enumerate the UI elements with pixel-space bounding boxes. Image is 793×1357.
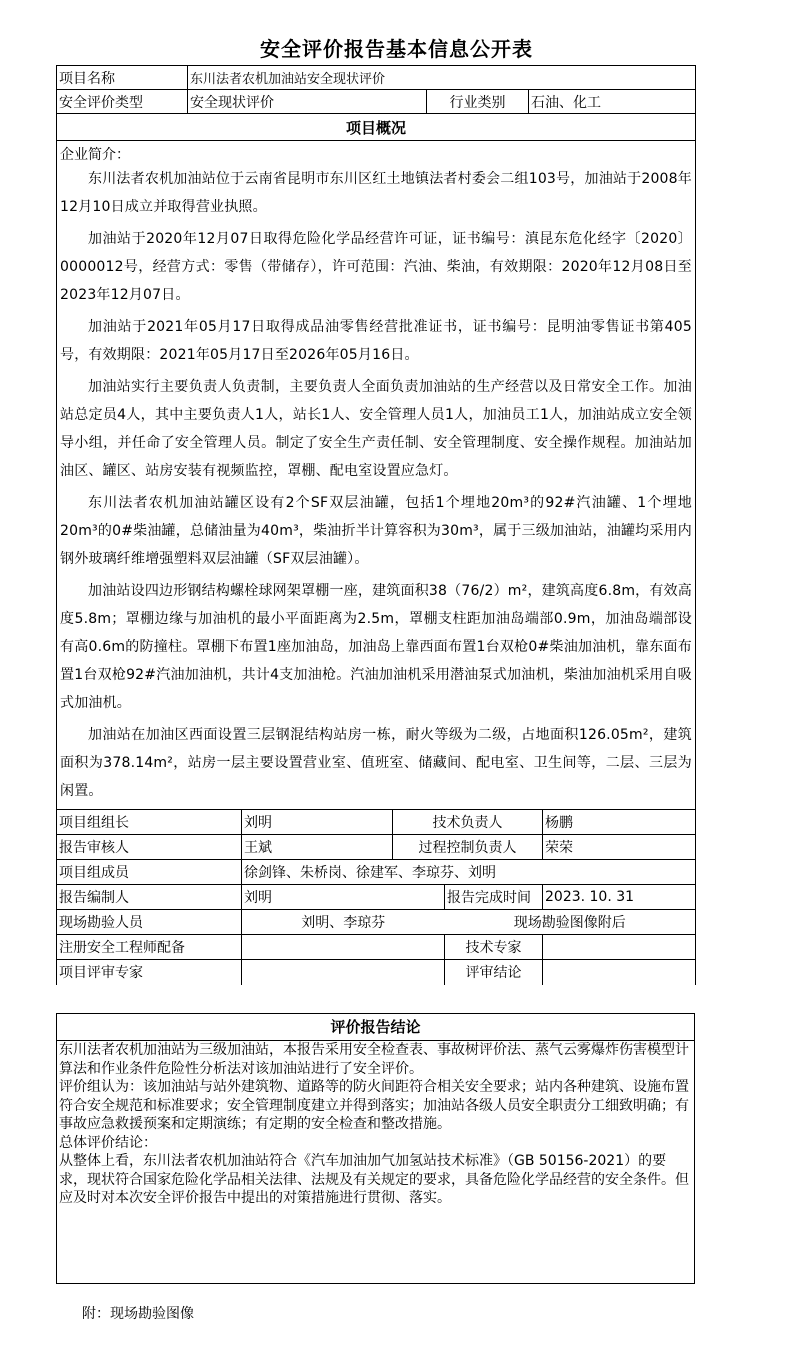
conclusion-header: 评价报告结论 [57,1014,694,1041]
members-label: 项目组成员 [57,860,242,885]
review-conclusion-label: 评审结论 [445,960,543,985]
survey-label: 现场勘验人员 [57,910,242,935]
completion-value: 2023. 10. 31 [543,885,696,910]
intro-label: 企业简介： [60,147,130,163]
process-control-label: 过程控制负责人 [393,835,543,860]
conclusion-line: 东川法者农机加油站为三级加油站，本报告采用安全检查表、事故树评价法、蒸气云雾爆炸伤害模型计算法和作业条件危险性分析法对该加油站进行了安全评价。 [59,1042,689,1077]
overview-header: 项目概况 [57,114,696,141]
overview-paragraph: 加油站实行主要负责人负责制，主要负责人全面负责加油站的生产经营以及日常安全工作。加油站总定员4人，其中主要负责人1人，站长1人、安全管理人员1人，加油员工1人，加油站成立安全领导小组，并任命了安全管理人员。制定了安全生产责任制、安全管理制度、安全操作规程。加油站加油区、罐区、站房安装有视频监控，罩棚、配电室设置应急灯。 [60,379,692,479]
conclusion-line: 评价组认为：该加油站与站外建筑物、道路等的防火间距符合相关安全要求；站内各种建筑、设施布置符合安全规范和标准要求；安全管理制度建立并得到落实；加油站各级人员安全职责分工细致明确；有事故应急救援预案和定期演练；有定期的安全检查和整改措施。 [59,1079,689,1132]
project-name-label: 项目名称 [57,66,188,90]
project-name-value: 东川法者农机加油站安全现状评价 [188,66,696,90]
review-expert-value [242,960,445,985]
industry-value: 石油、化工 [529,90,696,114]
page-title: 安全评价报告基本信息公开表 [260,37,533,61]
personnel-table [56,809,696,985]
overview-paragraph: 加油站于2020年12月07日取得危险化学品经营许可证，证书编号：滇昆东危化经字〔2020〕0000012号，经营方式：零售（带储存），许可范围：汽油、柴油，有效期限：2020年12月08日至2023年12月07日。 [60,231,692,303]
tech-lead-label: 技术负责人 [393,810,543,835]
table-row [57,141,696,810]
review-conclusion-value [543,960,696,985]
survey-value: 刘明、李琼芬 [242,910,445,935]
table-row [57,960,696,985]
overview-paragraph: 加油站于2021年05月17日取得成品油零售经营批准证书，证书编号：昆明油零售证书第405号，有效期限：2021年05月17日至2026年05月16日。 [60,319,692,363]
reviewer-label: 报告审核人 [57,835,242,860]
tech-lead-value: 杨鹏 [543,810,696,835]
compiler-value: 刘明 [242,885,445,910]
overview-paragraph: 东川法者农机加油站罐区设有2个SF双层油罐，包括1个埋地20m³的92#汽油罐、1个埋地20m³的0#柴油罐，总储油量为40m³，柴油折半计算容积为30m³，属于三级加油站，油罐均采用内钢外玻璃纤维增强塑料双层油罐（SF双层油罐）。 [60,495,692,567]
conclusion-body [57,1041,694,1208]
process-control-value: 荣荣 [543,835,696,860]
members-value: 徐剑锋、朱桥岗、徐建军、李琼芬、刘明 [242,860,696,885]
conclusion-box [56,1013,695,1284]
tech-expert-label: 技术专家 [445,935,543,960]
table-row [57,935,696,960]
reviewer-value: 王斌 [242,835,393,860]
conclusion-line: 从整体上看，东川法者农机加油站符合《汽车加油加气加氢站技术标准》（GB 50156-2021）的要求，现状符合国家危险化学品相关法律、法规及有关规定的要求，具备危险化学品经营的安全条件。但应及时对本次安全评价报告中提出的对策措施进行贯彻、落实。 [59,1153,689,1206]
basic-info-table [56,65,696,810]
conclusion-line: 总体评价结论： [59,1134,157,1151]
table-row [57,66,696,90]
review-expert-label: 项目评审专家 [57,960,242,985]
overview-paragraph: 加油站在加油区西面设置三层钢混结构站房一栋，耐火等级为二级，占地面积126.05m²，建筑面积为378.14m²，站房一层主要设置营业室、值班室、储藏间、配电室、卫生间等，二层、三层为闲置。 [60,727,692,799]
engineer-value [242,935,445,960]
compiler-label: 报告编制人 [57,885,242,910]
table-row [57,835,696,860]
overview-content [57,141,696,810]
tech-expert-value [543,935,696,960]
appendix-note: 附：现场勘验图像 [82,1306,194,1322]
eval-type-label: 安全评价类型 [57,90,188,114]
overview-paragraph: 东川法者农机加油站位于云南省昆明市东川区红土地镇法者村委会二组103号，加油站于2008年12月10日成立并取得营业执照。 [60,171,692,215]
table-row [57,910,696,935]
table-row [57,860,696,885]
completion-label: 报告完成时间 [445,885,543,910]
table-row [57,810,696,835]
team-leader-value: 刘明 [242,810,393,835]
table-row [57,90,696,114]
industry-label: 行业类别 [427,90,529,114]
table-row [57,114,696,141]
table-row [57,885,696,910]
eval-type-value: 安全现状评价 [188,90,427,114]
engineer-label: 注册安全工程师配备 [57,935,242,960]
survey-note: 现场勘验图像附后 [445,910,696,935]
overview-paragraph: 加油站设四边形钢结构螺栓球网架罩棚一座，建筑面积38（76/2）m²，建筑高度6.8m，有效高度5.8m；罩棚边缘与加油机的最小平面距离为2.5m，罩棚支柱距加油岛端部0.9m，加油岛端部设有高0.6m的防撞柱。罩棚下布置1座加油岛，加油岛上靠西面布置1台双枪0#柴油加油机，靠东面布置1台双枪92#汽油加油机，共计4支加油枪。汽油加油机采用潜油泵式加油机，柴油加油机采用自吸式加油机。 [60,583,692,711]
team-leader-label: 项目组组长 [57,810,242,835]
